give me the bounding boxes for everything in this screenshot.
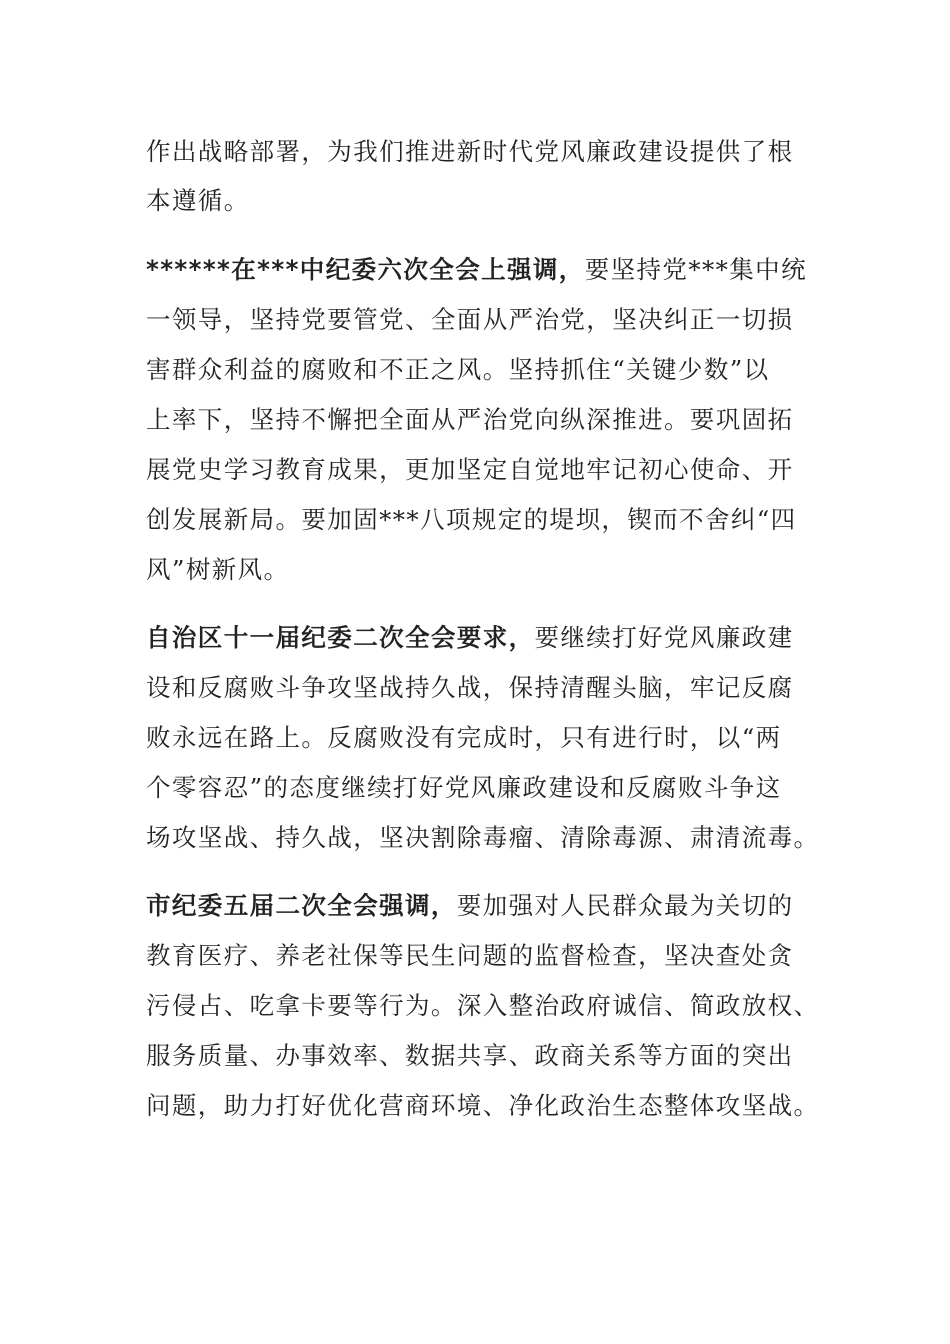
paragraph-text: 要加强对人民群众最为关切的	[456, 891, 794, 920]
text-line: 展党史学习教育成果，更加坚定自觉地牢记初心使命、开	[146, 455, 794, 484]
text-line: 污侵占、吃拿卡要等行为。深入整治政府诚信、简政放权、	[146, 991, 820, 1020]
text-line: 场攻坚战、持久战，坚决割除毒瘤、清除毒源、肃清流毒。	[146, 823, 820, 852]
paragraph-lead: 市纪委五届二次全会强调，	[146, 891, 457, 920]
text-line: 作出战略部署，为我们推进新时代党风廉政建设提供了根	[146, 137, 794, 166]
text-line: 问题，助力打好优化营商环境、净化政治生态整体攻坚战。	[146, 1091, 820, 1120]
text-line: 本遵循。	[146, 186, 250, 215]
text-line: 服务质量、办事效率、数据共享、政商关系等方面的突出	[146, 1041, 794, 1070]
text-line	[146, 253, 807, 287]
text-line: 一领导，坚持党要管党、全面从严治党，坚决纠正一切损	[146, 305, 794, 334]
text-line: 害群众利益的腐败和不正之风。坚持抓住“关键少数”以	[146, 355, 770, 384]
text-line: 教育医疗、养老社保等民生问题的监督检查，坚决查处贪	[146, 941, 794, 970]
text-line: 设和反腐败斗争攻坚战持久战，保持清醒头脑，牢记反腐	[146, 673, 794, 702]
paragraph-lead: 自治区十一届纪委二次全会要求，	[146, 623, 535, 652]
paragraph-text: 要坚持党***集中统	[584, 255, 807, 284]
text-line	[146, 889, 794, 923]
paragraph-text: 要继续打好党风廉政建	[534, 623, 794, 652]
text-line: 败永远在路上。反腐败没有完成时，只有进行时，以“两	[146, 723, 782, 752]
text-line	[146, 621, 794, 655]
text-line: 创发展新局。要加固***八项规定的堤坝，锲而不舍纠“四	[146, 505, 797, 534]
paragraph-lead: ******在***中纪委六次全会上强调，	[146, 255, 585, 284]
text-line: 上率下，坚持不懈把全面从严治党向纵深推进。要巩固拓	[146, 405, 794, 434]
text-line: 个零容忍”的态度继续打好党风廉政建设和反腐败斗争这	[146, 773, 782, 802]
text-line: 风”树新风。	[146, 555, 290, 584]
